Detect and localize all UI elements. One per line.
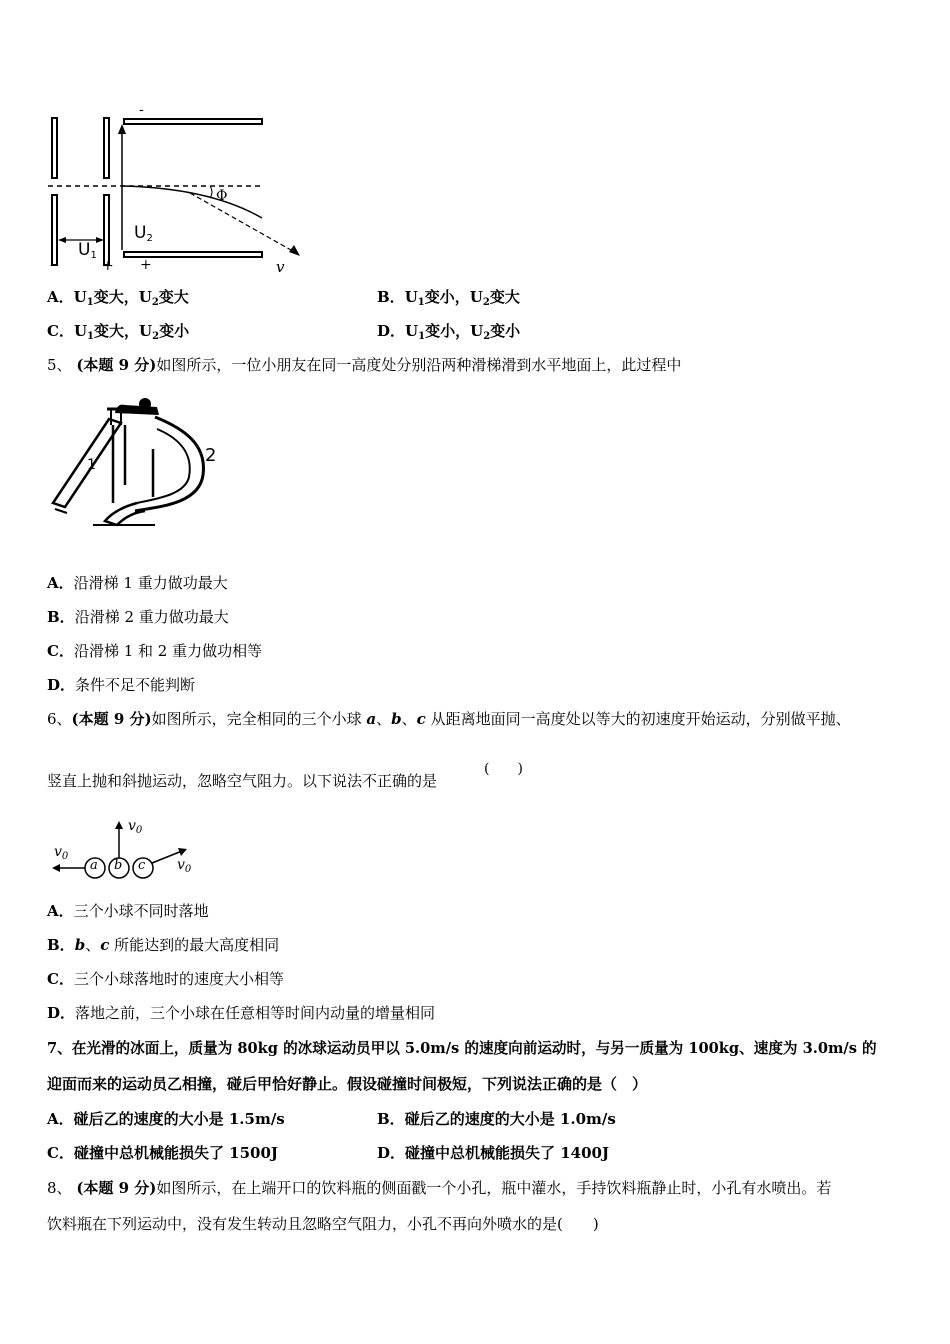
q7-stem-line1: 7、在光滑的冰面上，质量为 80kg 的冰球运动员甲以 5.0m/s 的速度向前运动时，与另一质量为 100kg、速度为 3.0m/s 的	[47, 1040, 877, 1057]
v0-right-label: $v_0$	[177, 857, 192, 875]
u2-arrow-head	[118, 124, 126, 134]
tangent-dashed	[190, 193, 298, 254]
ball-a-label: a	[90, 858, 98, 873]
q7-option-a: A．碰后乙的速度的大小是 1.5m/s	[47, 1110, 285, 1128]
ball-c-label: c	[138, 858, 146, 873]
left-plate-upper	[52, 118, 57, 178]
q6-figure	[50, 815, 210, 885]
q7-stem-line2: 迎面而来的运动员乙相撞，碰后甲恰好静止。假设碰撞时间极短，下列说法正确的是（ ）	[47, 1075, 648, 1093]
q5-figure	[45, 385, 235, 535]
q4-minus-top: -	[139, 102, 144, 118]
q7-option-c: C．碰撞中总机械能损失了 1500J	[47, 1144, 279, 1162]
trajectory-curve	[122, 186, 262, 218]
q6-option-a: A．三个小球不同时落地	[47, 902, 209, 920]
q4-option-b: B．$U_1$变小，$U_2$变大	[377, 288, 520, 308]
v0-left-label: $v_0$	[54, 844, 69, 862]
q4-option-d: D．$U_1$变小，$U_2$变小	[377, 322, 521, 342]
q6-option-d: D．落地之前，三个小球在任意相等时间内动量的增量相同	[47, 1004, 436, 1022]
q4-minus-left: -	[50, 257, 55, 273]
q4-plus-bottom: +	[140, 257, 152, 273]
slide-2-outer	[135, 417, 203, 511]
q5-stem: 5、 (本题 9 分)如图所示，一位小朋友在同一高度处分别沿两种滑梯滑到水平地面上，此过程中	[47, 356, 682, 374]
q4-plus-middle: +	[102, 258, 114, 274]
ball-b-label: b	[114, 858, 123, 873]
q6-option-c: C．三个小球落地时的速度大小相等	[47, 970, 284, 988]
q4-v-label: v	[276, 258, 285, 276]
velocity-arrow-head	[289, 245, 300, 256]
q4-option-a: A．$U_1$变大，$U_2$变大	[47, 288, 189, 308]
q7-option-d: D．碰撞中总机械能损失了 1400J	[377, 1144, 610, 1162]
q4-u2-label: $U_2$	[134, 223, 153, 244]
q5-option-c: C．沿滑梯 1 和 2 重力做功相等	[47, 642, 263, 660]
q8-stem-line1: 8、 (本题 9 分)如图所示，在上端开口的饮料瓶的侧面戳一个小孔，瓶中灌水，手持饮料瓶静止时，小孔有水喷出。若	[47, 1179, 832, 1197]
q4-u1-label: $U_1$	[78, 240, 97, 261]
q5-option-a: A．沿滑梯 1 重力做功最大	[47, 574, 228, 592]
q4-phi-label: Φ	[216, 188, 228, 204]
q5-option-b: B．沿滑梯 2 重力做功最大	[47, 608, 229, 626]
slide-2-label: 2	[205, 445, 217, 466]
middle-plate-lower	[104, 195, 109, 265]
q4-figure	[40, 100, 310, 275]
q6-option-b: B．b、c 所能达到的最大高度相同	[47, 936, 280, 954]
q6-stem-line1: 6、(本题 9 分)如图所示，完全相同的三个小球 a、b、c 从距离地面同一高度处以等大的初速度开始运动，分别做平抛、	[47, 710, 851, 728]
v0-up-label: $v_0$	[128, 818, 143, 836]
q8-stem-line2: 饮料瓶在下列运动中，没有发生转动且忽略空气阻力，小孔不再向外喷水的是( )	[47, 1215, 599, 1233]
q4-option-c: C．$U_1$变大，$U_2$变小	[47, 322, 190, 342]
q6-answer-paren: ( )	[484, 761, 523, 777]
q5-option-d: D．条件不足不能判断	[47, 676, 196, 694]
q6-stem-line2: 竖直上抛和斜抛运动，忽略空气阻力。以下说法不正确的是	[47, 772, 438, 790]
middle-plate-upper	[104, 118, 109, 178]
top-deflection-plate	[124, 119, 262, 124]
q7-option-b: B．碰后乙的速度的大小是 1.0m/s	[377, 1110, 616, 1128]
slide-1-label: 1	[87, 457, 96, 473]
left-plate-lower	[52, 195, 57, 265]
